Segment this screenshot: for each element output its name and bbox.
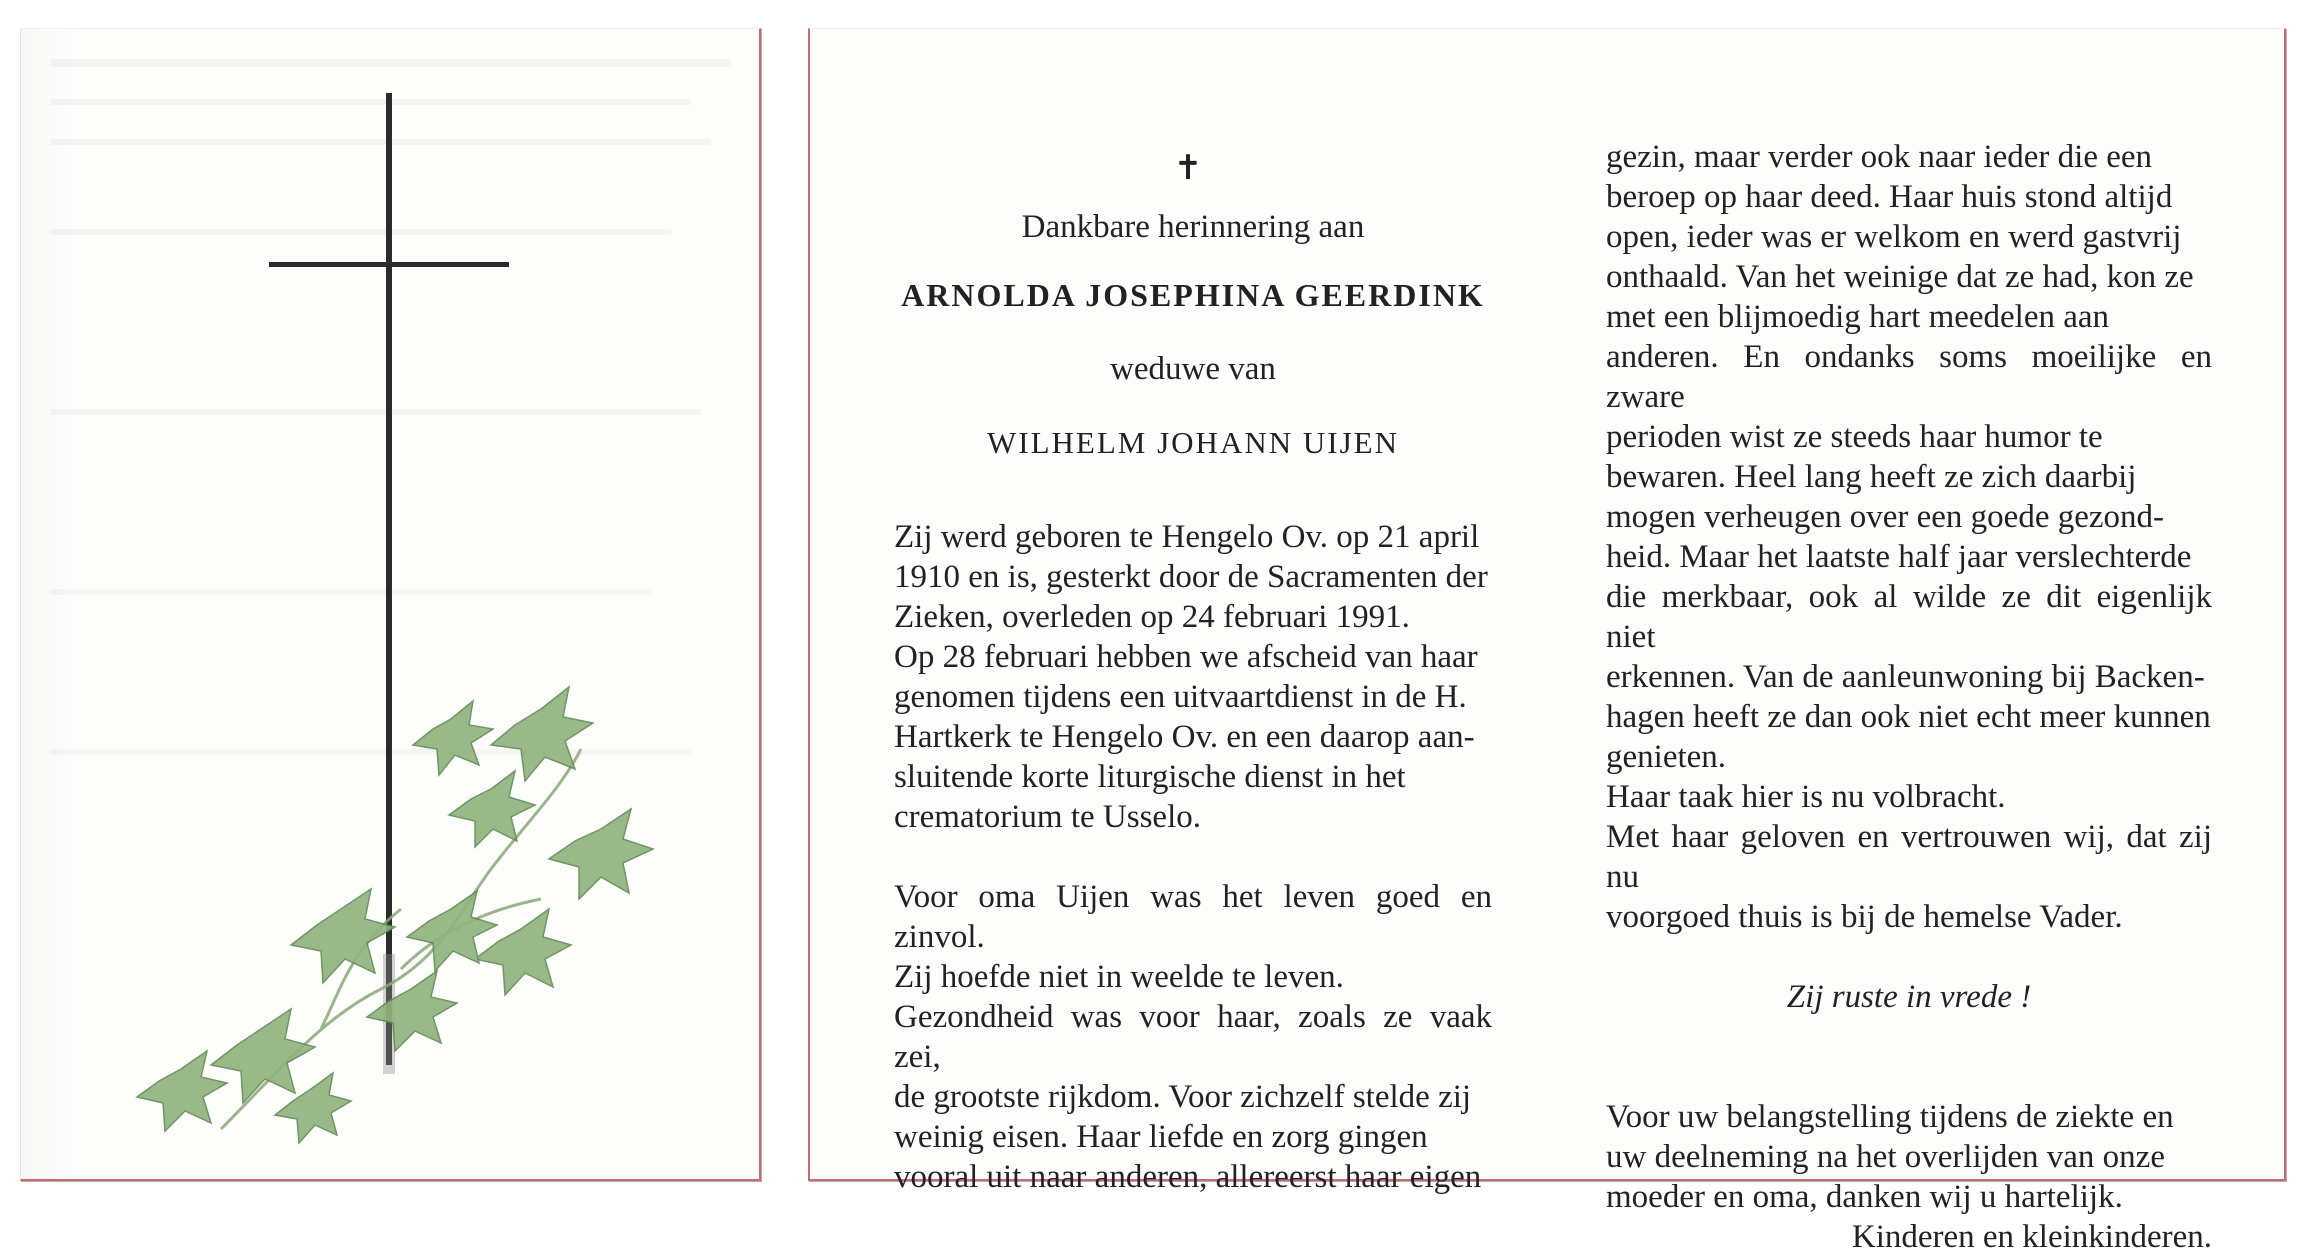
biography-paragraph <box>894 517 1492 837</box>
text-line: Voor oma Uijen was het leven goed en zinvol. <box>894 879 1492 955</box>
text-line: met een blijmoedig hart meedelen aan <box>1606 299 2110 335</box>
intro-line: Dankbare herinnering aan <box>1021 209 1365 245</box>
text-line: bewaren. Heel lang heeft ze zich daarbij <box>1606 459 2137 495</box>
cross-with-ivy-illustration <box>21 29 759 1179</box>
deceased-name: ARNOLDA JOSEPHINA GEERDINK <box>901 277 1485 313</box>
text-line: anderen. En ondanks soms moeilijke en zware <box>1606 339 2212 415</box>
text-line: Voor uw belangstelling tijdens de ziekte en <box>1606 1099 2174 1135</box>
text-line: crematorium te Usselo. <box>894 799 1201 835</box>
husband-name: WILHELM JOHANN UIJEN <box>987 425 1399 460</box>
text-line: Hartkerk te Hengelo Ov. en een daarop aan- <box>894 719 1475 755</box>
left-text-column <box>894 149 1492 1197</box>
text-line: gezin, maar verder ook naar ieder die een <box>1606 139 2153 175</box>
text-line: uw deelneming na het overlijden van onze <box>1606 1139 2165 1175</box>
tribute-paragraph <box>894 877 1492 1197</box>
text-line: Gezondheid was voor haar, zoals ze vaak zei, <box>894 999 1492 1075</box>
text-line: Haar taak hier is nu volbracht. <box>1606 779 2006 815</box>
text-line: weinig eisen. Haar liefde en zorg gingen <box>894 1119 1428 1155</box>
text-line: moeder en oma, danken wij u hartelijk. <box>1606 1179 2123 1215</box>
text-line: die merkbaar, ook al wilde ze dit eigenlijk niet <box>1606 579 2212 655</box>
text-line: perioden wist ze steeds haar humor te <box>1606 419 2103 455</box>
right-text-column <box>1606 137 2212 1257</box>
rest-in-peace-line: Zij ruste in vrede ! <box>1786 979 2032 1015</box>
small-cross-icon: ✝ <box>1173 150 1203 187</box>
text-line: Met haar geloven en vertrouwen wij, dat zij nu <box>1606 819 2212 895</box>
text-line: Zij werd geboren te Hengelo Ov. op 21 april <box>894 519 1480 555</box>
signature-line: Kinderen en kleinkinderen. <box>1851 1219 2212 1255</box>
memorial-card-inside <box>808 28 2286 1255</box>
text-line: erkennen. Van de aanleunwoning bij Backen- <box>1606 659 2205 695</box>
text-line: heid. Maar het laatste half jaar verslechterde <box>1606 539 2192 575</box>
text-line: open, ieder was er welkom en werd gastvrij <box>1606 219 2182 255</box>
text-line: de grootste rijkdom. Voor zichzelf stelde zij <box>894 1079 1472 1115</box>
thanks-paragraph <box>1606 1097 2212 1217</box>
text-line: Op 28 februari hebben we afscheid van haar <box>894 639 1478 675</box>
memorial-card-front <box>20 28 761 1181</box>
text-line: genomen tijdens een uitvaartdienst in de H. <box>894 679 1467 715</box>
text-line: Zieken, overleden op 24 februari 1991. <box>894 599 1410 635</box>
text-line: sluitende korte liturgische dienst in het <box>894 759 1406 795</box>
widow-of-line: weduwe van <box>1110 351 1276 387</box>
text-line: beroep op haar deed. Haar huis stond altijd <box>1606 179 2173 215</box>
text-line: vooral uit naar anderen, allereerst haar eigen <box>894 1159 1482 1195</box>
text-line: Zij hoefde niet in weelde te leven. <box>894 959 1344 995</box>
text-line: onthaald. Van het weinige dat ze had, kon ze <box>1606 259 2194 295</box>
text-line: mogen verheugen over een goede gezond- <box>1606 499 2165 535</box>
tribute-continuation <box>1606 137 2212 937</box>
text-line: 1910 en is, gesterkt door de Sacramenten der <box>894 559 1488 595</box>
text-line: hagen heeft ze dan ook niet echt meer kunnen <box>1606 699 2211 735</box>
text-line: voorgoed thuis is bij de hemelse Vader. <box>1606 899 2123 935</box>
text-line: genieten. <box>1606 739 1727 775</box>
